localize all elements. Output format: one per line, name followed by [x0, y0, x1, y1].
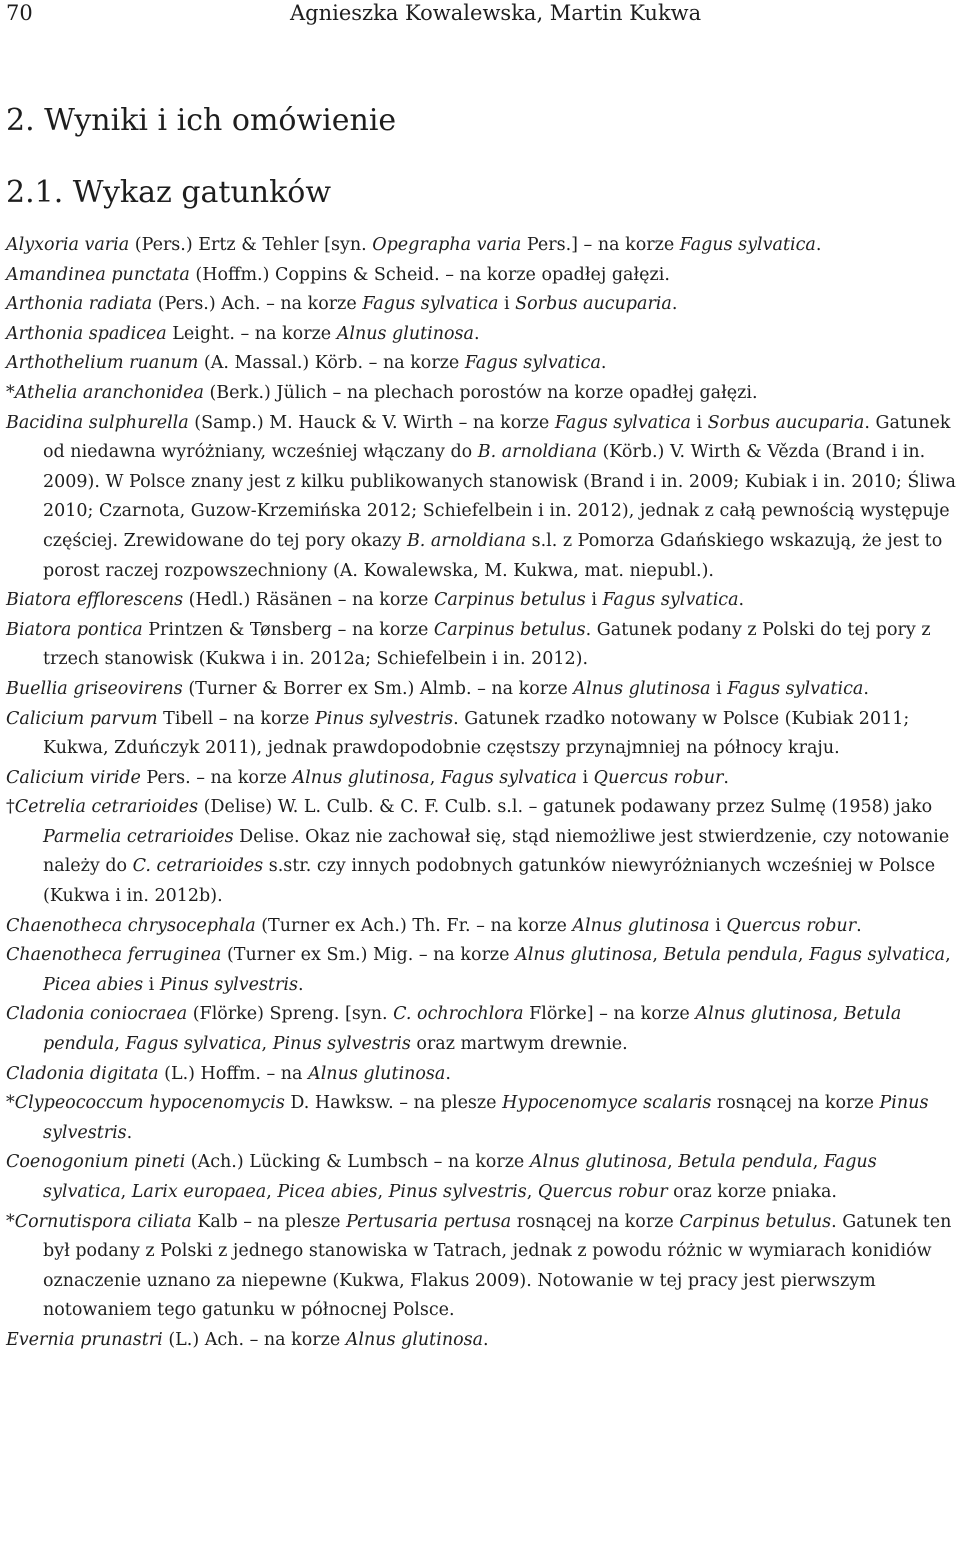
entry-text: *: [6, 382, 15, 403]
entry-text: (Delise) W. L. Culb. & C. F. Culb. s.l. – gatunek podawany przez Sulmę (1958) jako: [198, 797, 933, 818]
species-entry: [6, 586, 956, 616]
taxon-name: Fagus sylvatica: [679, 235, 816, 255]
entry-text: (Turner ex Ach.) Th. Fr. – na korze: [255, 915, 573, 936]
species-entry: [6, 379, 956, 409]
taxon-name: Cornutispora ciliata: [14, 1211, 192, 1232]
taxon-name: Carpinus betulus: [433, 590, 586, 611]
taxon-name: Arthonia spadicea: [6, 323, 167, 344]
taxon-name: Alyxoria varia: [6, 235, 130, 255]
taxon-name: Sorbus aucuparia: [515, 294, 672, 315]
entry-text: .: [856, 915, 862, 936]
species-entry: [6, 409, 956, 587]
taxon-name: Alnus glutinosa: [515, 945, 653, 966]
taxon-name: Alnus glutinosa: [695, 1004, 833, 1025]
entry-text: (A. Massal.) Körb. – na korze: [198, 353, 465, 374]
taxon-name: Betula pendula: [678, 1152, 813, 1173]
entry-text: ,: [526, 1182, 538, 1202]
taxon-name: Fagus sylvatica: [602, 590, 739, 611]
species-entry: [6, 941, 956, 1000]
taxon-name: Quercus robur: [537, 1182, 668, 1202]
entry-text: i: [576, 767, 594, 788]
running-authors: Agnieszka Kowalewska, Martin Kukwa: [290, 1, 702, 25]
taxon-name: Quercus robur: [726, 915, 857, 936]
taxon-name: Picea abies: [43, 974, 144, 995]
entry-text: .: [445, 1063, 451, 1084]
taxon-name: Coenogonium pineti: [6, 1152, 186, 1173]
taxon-name: Arthothelium ruanum: [6, 353, 199, 374]
entry-text: Pers. – na korze: [140, 767, 293, 788]
entry-text: Kalb – na plesze: [191, 1211, 347, 1232]
entry-text: .: [815, 235, 822, 255]
taxon-name: Parmelia cetrarioides: [43, 826, 234, 847]
taxon-name: Carpinus betulus: [679, 1211, 832, 1232]
taxon-name: Pertusaria pertusa: [346, 1211, 512, 1232]
entry-text: Leight. – na korze: [166, 323, 337, 344]
taxon-name: Arthonia radiata: [6, 294, 153, 315]
taxon-name: Biatora efflorescens: [6, 590, 184, 611]
taxon-name: Cladonia digitata: [6, 1063, 159, 1084]
entry-text: rosnącej na korze: [711, 1093, 880, 1114]
taxon-name: Evernia prunastri: [6, 1329, 163, 1350]
running-header: [0, 0, 960, 30]
entry-text: Printzen & Tønsberg – na korze: [142, 619, 434, 640]
species-entry: [6, 1208, 956, 1326]
taxon-name: Chaenotheca chrysocephala: [6, 915, 256, 936]
species-entry: [6, 912, 956, 942]
taxon-name: Hypocenomyce scalaris: [502, 1093, 712, 1114]
taxon-name: Alnus glutinosa: [292, 767, 430, 788]
entry-text: ,: [945, 945, 951, 966]
taxon-name: Biatora pontica: [6, 619, 143, 640]
entry-text: .: [863, 678, 869, 699]
entry-text: (L.) Ach. – na korze: [162, 1329, 346, 1350]
page-number: 70: [6, 1, 33, 25]
entry-text: *: [6, 1093, 15, 1114]
entry-text: ,: [812, 1152, 824, 1173]
entry-text: ,: [266, 1182, 278, 1202]
taxon-name: Betula pendula: [43, 1004, 902, 1055]
taxon-name: C. cetrarioides: [132, 856, 264, 877]
entry-text: .: [738, 590, 745, 611]
taxon-name: Fagus sylvatica: [464, 353, 601, 374]
species-entry: [6, 320, 956, 350]
taxon-name: Fagus sylvatica: [809, 945, 946, 966]
taxon-name: Bacidina sulphurella: [6, 412, 189, 433]
taxon-name: Alnus glutinosa: [308, 1063, 446, 1084]
entry-text: .: [473, 323, 480, 344]
entry-text: i: [585, 590, 603, 611]
entry-text: ,: [114, 1034, 126, 1055]
entry-text: (Flörke) Spreng. [syn.: [187, 1004, 394, 1025]
entry-text: i: [690, 412, 708, 433]
species-list: [6, 231, 956, 1356]
taxon-name: Fagus sylvatica: [440, 767, 577, 788]
entry-text: i: [143, 974, 160, 995]
taxon-name: Pinus sylvestris: [159, 974, 298, 995]
entry-text: .: [483, 1329, 489, 1350]
taxon-name: Clypeococcum hypocenomycis: [14, 1093, 285, 1114]
entry-text: (Hedl.) Räsänen – na korze: [183, 590, 434, 611]
entry-text: . Gatunek rzadko notowany w Polsce (Kubiak 2011; Kukwa, Zduńczyk 2011), jednak prawdopodobnie częstszy przynajmniej na północy kraju.: [43, 708, 910, 759]
taxon-name: Betula pendula: [663, 945, 798, 966]
taxon-name: Athelia aranchonidea: [14, 382, 204, 403]
taxon-name: Pinus sylvestris: [272, 1034, 411, 1055]
entry-text: (Hoffm.) Coppins & Scheid. – na korze opadłej gałęzi.: [189, 264, 670, 285]
taxon-name: Fagus sylvatica: [727, 678, 864, 699]
taxon-name: Pinus sylvestris: [314, 708, 454, 729]
taxon-name: Calicium parvum: [6, 708, 158, 729]
taxon-name: B. arnoldiana: [477, 442, 597, 463]
taxon-name: Carpinus betulus: [433, 619, 586, 640]
taxon-name: Fagus sylvatica: [43, 1152, 877, 1202]
entry-text: (Körb.) V. Wirth & Vězda (Brand i in. 2009). W Polsce znany jest z kilku publikowanych stanowisk (Brand i in. 2009; Kubiak i in. 2010; Śliwa 2010; Czarnota, Guzow-Krzemińska 2012; Schiefelbein i in. 2012), jednak z całą pewnością występuje częściej. Zrewidowane do tej pory okazy: [43, 442, 956, 551]
entry-text: . Gatunek od niedawna wyróżniany, wcześniej włączany do: [43, 412, 951, 463]
entry-text: . Gatunek ten był podany z Polski z jednego stanowiska w Tatrach, jednak z powodu różnic w wymiarach konidiów oznaczenie uznano za niepewne (Kukwa, Flakus 2009). Notowanie w tej pracy jest pierwszym notowaniem tego gatunku w północnej Polsce.: [43, 1211, 952, 1321]
entry-text: (Ach.) Lücking & Lumbsch – na korze: [185, 1152, 530, 1173]
taxon-name: B. arnoldiana: [406, 530, 527, 551]
entry-text: Delise. Okaz nie zachował się, stąd niemożliwe jest stwierdzenie, czy notowanie należy do: [43, 826, 950, 877]
entry-text: ,: [797, 945, 810, 966]
entry-text: ,: [261, 1034, 273, 1055]
species-entry: [6, 793, 956, 911]
taxon-name: Alnus glutinosa: [572, 915, 710, 936]
entry-text: ,: [377, 1182, 389, 1202]
entry-text: *: [6, 1211, 15, 1232]
entry-text: i: [498, 294, 516, 315]
species-entry: [6, 616, 956, 675]
species-entry: [6, 231, 956, 261]
entry-text: .: [671, 294, 678, 315]
species-entry: [6, 1000, 956, 1059]
species-entry: [6, 349, 956, 379]
taxon-name: Calicium viride: [6, 767, 141, 788]
entry-text: .: [297, 974, 304, 995]
species-entry: [6, 1060, 956, 1090]
entry-text: s.l. z Pomorza Gdańskiego wskazują, że jest to porost raczej rozpowszechniony (A. Kowalewska, M. Kukwa, mat. niepubl.).: [43, 530, 943, 581]
entry-text: ,: [120, 1182, 132, 1202]
taxon-name: Quercus robur: [593, 767, 724, 788]
species-entry: [6, 290, 956, 320]
entry-text: s.str. czy innych podobnych gatunków niewyróżnianych wcześniej w Polsce (Kukwa i in. 2012b).: [43, 856, 936, 907]
species-entry: [6, 261, 956, 291]
entry-text: .: [600, 353, 607, 374]
taxon-name: Buellia griseovirens: [6, 678, 183, 699]
species-entry: [6, 705, 956, 764]
entry-text: oraz martwym drewnie.: [410, 1034, 628, 1055]
taxon-name: Pinus sylvestris: [388, 1182, 527, 1202]
taxon-name: C. ochrochlora: [393, 1004, 524, 1025]
taxon-name: Fagus sylvatica: [125, 1034, 262, 1055]
taxon-name: Fagus sylvatica: [362, 294, 499, 315]
taxon-name: Amandinea punctata: [6, 264, 190, 285]
entry-text: .: [723, 767, 729, 788]
entry-text: . Gatunek podany z Polski do tej pory z trzech stanowisk (Kukwa i in. 2012a; Schiefelbein i in. 2012).: [43, 619, 931, 670]
species-entry: [6, 675, 956, 705]
entry-text: (Pers.) Ach. – na korze: [152, 294, 363, 315]
taxon-name: Cladonia coniocraea: [6, 1004, 188, 1025]
taxon-name: Alnus glutinosa: [529, 1152, 668, 1173]
species-entry: [6, 764, 956, 794]
species-entry: [6, 1089, 956, 1148]
entry-text: Pers.] – na korze: [521, 235, 680, 255]
taxon-name: Alnus glutinosa: [573, 678, 711, 699]
section-heading: 2. Wyniki i ich omówienie: [6, 103, 397, 138]
entry-text: i: [710, 678, 728, 699]
entry-text: ,: [429, 767, 441, 788]
taxon-name: Chaenotheca ferruginea: [6, 945, 222, 966]
entry-text: D. Hawksw. – na plesze: [284, 1093, 503, 1114]
entry-text: i: [709, 915, 727, 936]
taxon-name: Alnus glutinosa: [345, 1329, 484, 1350]
entry-text: ,: [652, 945, 664, 966]
entry-text: (L.) Hoffm. – na: [158, 1063, 309, 1084]
entry-text: (Turner & Borrer ex Sm.) Almb. – na korze: [182, 678, 574, 699]
entry-text: rosnącej na korze: [511, 1211, 680, 1232]
species-entry: [6, 1326, 956, 1356]
taxon-name: Larix europaea: [131, 1182, 267, 1202]
taxon-name: Picea abies: [277, 1182, 378, 1202]
taxon-name: Sorbus aucuparia: [707, 412, 865, 433]
subsection-heading: 2.1. Wykaz gatunków: [6, 175, 332, 210]
entry-text: (Turner ex Sm.) Mig. – na korze: [221, 945, 516, 966]
entry-text: (Berk.) Jülich – na plechach porostów na korze opadłej gałęzi.: [203, 382, 758, 403]
taxon-name: Pinus sylvestris: [43, 1093, 929, 1143]
taxon-name: Fagus sylvatica: [554, 412, 691, 433]
species-entry: [6, 1148, 956, 1207]
entry-text: oraz korze pniaka.: [667, 1182, 837, 1202]
taxon-name: Alnus glutinosa: [336, 323, 474, 344]
entry-text: †: [6, 797, 15, 818]
taxon-name: Cetrelia cetrarioides: [14, 797, 199, 818]
entry-text: .: [126, 1122, 133, 1143]
entry-text: ,: [667, 1152, 679, 1173]
entry-text: ,: [832, 1004, 844, 1025]
taxon-name: Opegrapha varia: [372, 235, 522, 255]
entry-text: (Pers.) Ertz & Tehler [syn.: [129, 235, 373, 255]
entry-text: Tibell – na korze: [157, 708, 315, 729]
entry-text: (Samp.) M. Hauck & V. Wirth – na korze: [188, 412, 555, 433]
entry-text: Flörke] – na korze: [523, 1004, 696, 1025]
